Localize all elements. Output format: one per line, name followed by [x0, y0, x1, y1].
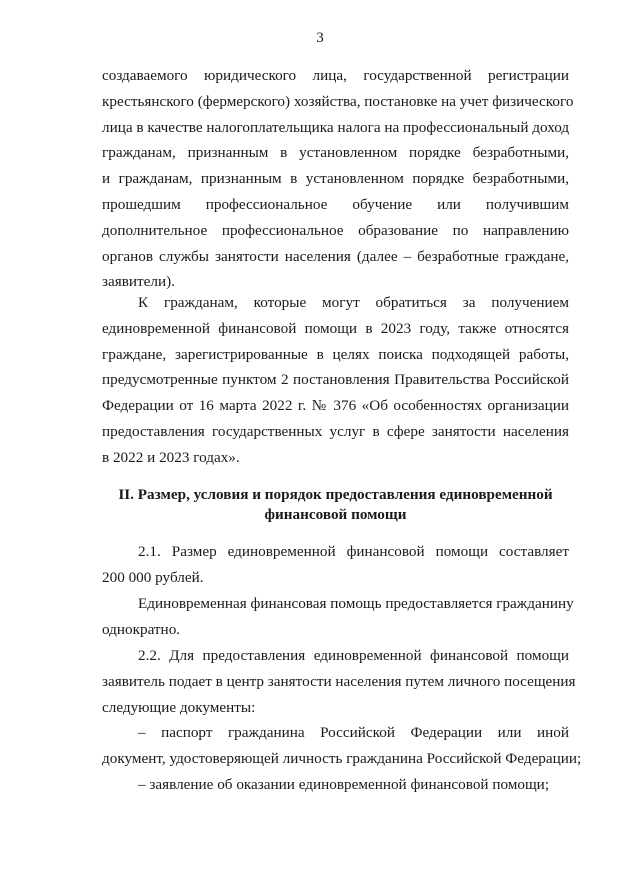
list-item-passport	[102, 720, 582, 772]
text-line: прошедшим профессиональное обучение или получившим	[102, 195, 569, 213]
text-line: Федерации от 16 марта 2022 г. № 376 «Об особенностях организации	[102, 397, 569, 415]
text-line: создаваемого юридического лица, государственной регистрации	[102, 67, 569, 84]
text-line: Единовременная финансовая помощь предоставляется гражданину	[138, 595, 574, 612]
text-line: документ, удостоверяющей личность гражданина Российской Федерации;	[102, 749, 582, 767]
list-item-application	[102, 772, 569, 798]
text-line: – паспорт гражданина Российской Федерации или иной	[138, 724, 569, 741]
text-line: лица в качестве налогоплательщика налога на профессиональный доход	[102, 118, 570, 136]
text-line: граждане, зарегистрированные в целях поиска подходящей работы,	[102, 345, 569, 363]
text-line: однократно.	[102, 620, 181, 638]
section-heading	[102, 485, 569, 525]
text-line: и гражданам, признанным в установленном порядке безработными,	[102, 170, 569, 188]
text-line: заявитель подает в центр занятости населения путем личного посещения	[102, 672, 576, 690]
text-line: органов службы занятости населения (далее – безработные граждане,	[102, 247, 569, 265]
paragraph-one-time	[102, 591, 574, 643]
text-line: – заявление об оказании единовременной финансовой помощи;	[138, 776, 550, 793]
text-line: в 2022 и 2023 годах».	[102, 448, 240, 466]
paragraph-recipients	[102, 63, 574, 295]
text-line: предусмотренные пунктом 2 постановления Правительства Российской	[102, 371, 569, 389]
text-line: заявители).	[102, 273, 175, 291]
heading-line: II. Размер, условия и порядок предоставления единовременной	[118, 486, 553, 503]
paragraph-eligible-citizens	[102, 290, 569, 471]
text-line: предоставления государственных услуг в сфере занятости населения	[102, 422, 569, 440]
heading-line: финансовой помощи	[264, 506, 407, 523]
paragraph-2-2	[102, 643, 576, 720]
paragraph-2-1	[102, 539, 569, 591]
text-line: 200 000 рублей.	[102, 568, 204, 586]
text-line: К гражданам, которые могут обратиться за получением	[138, 294, 569, 311]
text-line: 2.2. Для предоставления единовременной финансовой помощи	[138, 647, 569, 664]
text-line: крестьянского (фермерского) хозяйства, постановке на учет физического	[102, 92, 574, 110]
text-line: следующие документы:	[102, 698, 256, 716]
text-line: 2.1. Размер единовременной финансовой помощи составляет	[138, 543, 569, 560]
text-line: единовременной финансовой помощи в 2023 году, также относятся	[102, 319, 569, 337]
text-line: гражданам, признанным в установленном порядке безработными,	[102, 144, 569, 162]
page-number: 3	[316, 30, 324, 46]
text-line: дополнительное профессиональное образование по направлению	[102, 221, 569, 239]
